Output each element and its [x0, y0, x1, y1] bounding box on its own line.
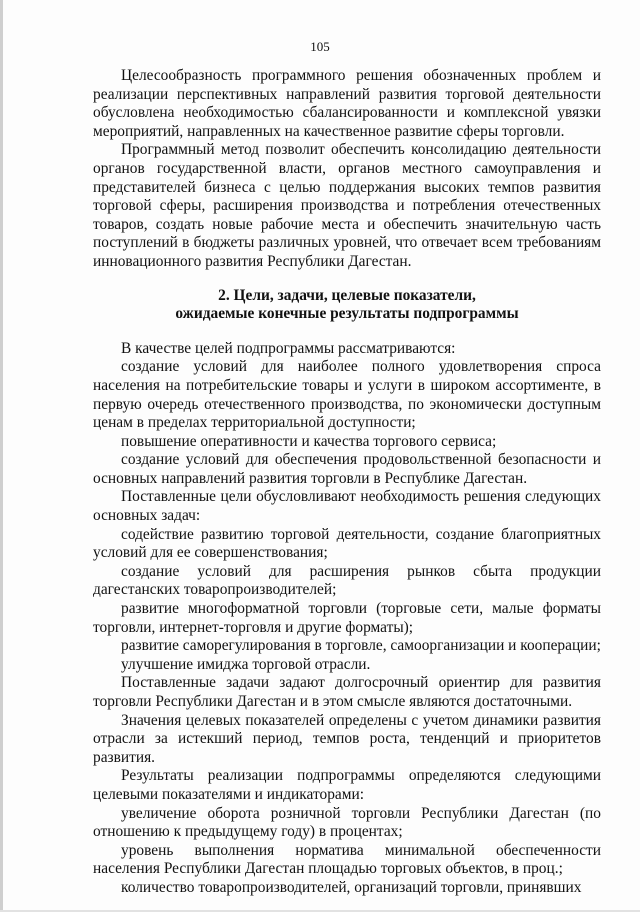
- section-heading: [93, 287, 601, 324]
- paragraph: уровень выполнения норматива минимальной обеспеченности населения Республики Дагестан площадью торговых объектов, в проц.;: [93, 841, 601, 878]
- paragraph: Поставленные цели обусловливают необходимость решения следующих основных задач:: [93, 488, 601, 525]
- paragraph: повышение оперативности и качества торгового сервиса;: [121, 432, 497, 450]
- scan-left-edge: [0, 0, 3, 912]
- paragraph: развитие саморегулирования в торговле, самоорганизации и кооперации;: [121, 637, 601, 655]
- paragraph: Программный метод позволит обеспечить консолидацию деятельности органов государственной власти, органов местного самоуправления и представителей бизнеса с целью поддержания высоких темпов развития торговой сферы, расширения производства и потребления отечественных товаров, создать новые рабочие места и обеспечить значительную часть поступлений в бюджеты различных уровней, что отвечает всем требованиям инновационного развития Республики Дагестан.: [93, 141, 601, 270]
- paragraph: Результаты реализации подпрограммы определяются следующими целевыми показателями и индикаторами:: [93, 767, 601, 803]
- paragraph: увеличение оборота розничной торговли Республики Дагестан (по отношению к предыдущему году) в процентах;: [93, 804, 601, 841]
- paragraph: развитие многоформатной торговли (торговые сети, малые форматы торговли, интернет-торговля и другие форматы);: [93, 600, 601, 636]
- paragraph: создание условий для обеспечения продовольственной безопасности и основных направлений развития торговли в Республике Дагестан.: [93, 451, 601, 487]
- paragraph: улучшение имиджа торговой отрасли.: [121, 655, 371, 673]
- section-heading-line: ожидаемые конечные результаты подпрограммы: [175, 305, 519, 323]
- section-heading-line: 2. Цели, задачи, целевые показатели,: [218, 286, 476, 304]
- paragraph: В качестве целей подпрограммы рассматриваются:: [121, 339, 456, 357]
- paragraph: Поставленные задачи задают долгосрочный ориентир для развития торговли Республики Дагестан и в этом смысле являются достаточными.: [93, 674, 601, 710]
- paragraph: создание условий для расширения рынков сбыта продукции дагестанских товаропроизводителей;: [93, 562, 601, 599]
- paragraph: содействие развитию торговой деятельности, создание благоприятных условий для ее совершенствования;: [93, 525, 601, 562]
- paragraph: создание условий для наиболее полного удовлетворения спроса населения на потребительские товары и услуги в широком ассортименте, в первую очередь отечественного производства, по экономически доступным ценам в пределах территориальной доступности;: [93, 358, 601, 432]
- paragraph: Целесообразность программного решения обозначенных проблем и реализации перспективных направлений развития торговой деятельности обусловлена необходимостью сбалансированности и комплексной увязки мероприятий, направленных на качественное развитие сферы торговли.: [93, 67, 601, 140]
- paragraph: количество товаропроизводителей, организаций торговли, принявших: [121, 878, 582, 896]
- page-number: 105: [310, 39, 330, 54]
- document-body: [93, 67, 601, 898]
- paragraph: Значения целевых показателей определены с учетом динамики развития отрасли за истекший период, темпов роста, тенденций и приоритетов развития.: [93, 711, 601, 766]
